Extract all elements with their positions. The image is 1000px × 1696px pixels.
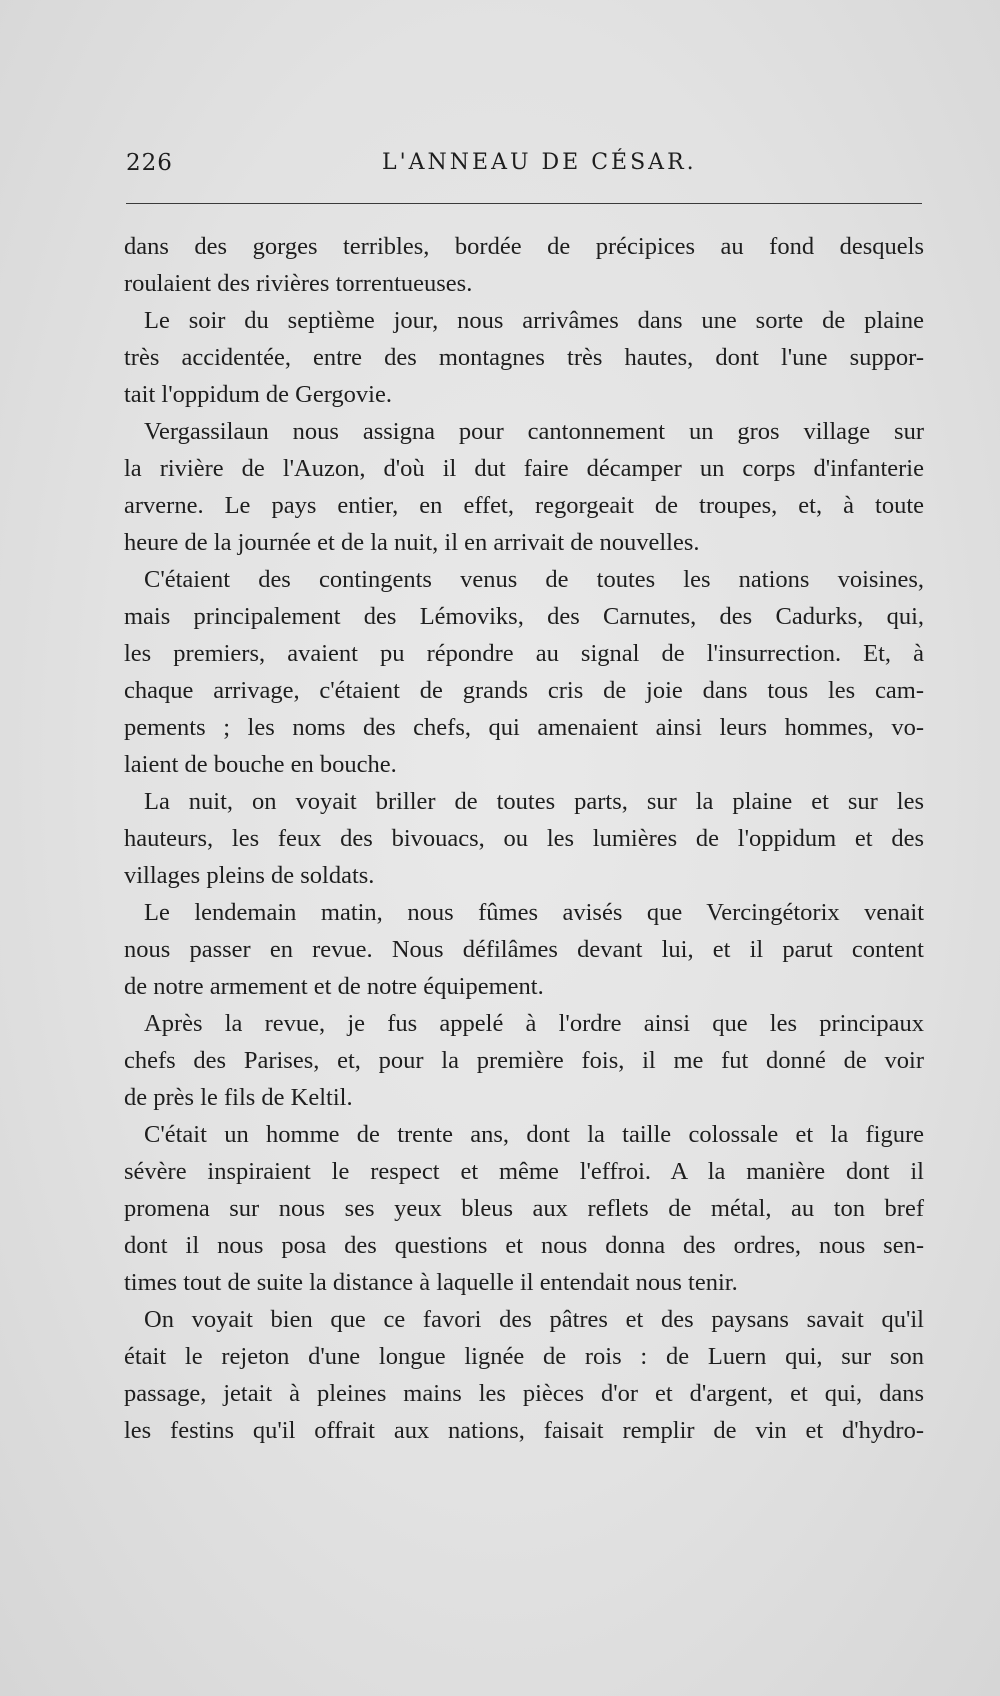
paragraph xyxy=(124,413,924,561)
text-line: tait l'oppidum de Gergovie. xyxy=(124,381,392,408)
text-line: chefs des Parises, et, pour la première fois, il me fut donné de voir xyxy=(124,1047,924,1074)
text-line: pements ; les noms des chefs, qui amenaient ainsi leurs hommes, vo- xyxy=(124,714,924,741)
text-line: de près le fils de Keltil. xyxy=(124,1084,353,1111)
text-line: La nuit, on voyait briller de toutes parts, sur la plaine et sur les xyxy=(144,788,924,815)
text-line: mais principalement des Lémoviks, des Carnutes, des Cadurks, qui, xyxy=(124,603,924,630)
paragraph xyxy=(124,1116,924,1301)
body-text xyxy=(124,228,924,1449)
text-line: promena sur nous ses yeux bleus aux reflets de métal, au ton bref xyxy=(124,1195,924,1222)
text-line: Vergassilaun nous assigna pour cantonnement un gros village sur xyxy=(144,418,924,445)
text-line: très accidentée, entre des montagnes très hautes, dont l'une suppor- xyxy=(124,344,924,371)
text-line: dans des gorges terribles, bordée de précipices au fond desquels xyxy=(124,233,924,260)
text-line: roulaient des rivières torrentueuses. xyxy=(124,270,473,297)
text-line: hauteurs, les feux des bivouacs, ou les lumières de l'oppidum et des xyxy=(124,825,924,852)
text-line: passage, jetait à pleines mains les pièces d'or et d'argent, et qui, dans xyxy=(124,1380,924,1407)
running-head xyxy=(126,150,922,182)
text-line: dont il nous posa des questions et nous donna des ordres, nous sen- xyxy=(124,1232,924,1259)
text-line: Après la revue, je fus appelé à l'ordre ainsi que les principaux xyxy=(144,1010,924,1037)
paragraph xyxy=(124,561,924,783)
text-line: sévère inspiraient le respect et même l'effroi. A la manière dont il xyxy=(124,1158,924,1185)
paragraph xyxy=(124,302,924,413)
text-line: times tout de suite la distance à laquelle il entendait nous tenir. xyxy=(124,1269,738,1296)
text-line: Le lendemain matin, nous fûmes avisés que Vercingétorix venait xyxy=(144,899,924,926)
text-line: les premiers, avaient pu répondre au signal de l'insurrection. Et, à xyxy=(124,640,924,667)
text-line: C'étaient des contingents venus de toutes les nations voisines, xyxy=(144,566,924,593)
text-line: C'était un homme de trente ans, dont la taille colossale et la figure xyxy=(144,1121,924,1148)
text-line: villages pleins de soldats. xyxy=(124,862,375,889)
header-rule xyxy=(126,203,922,204)
running-title: L'ANNEAU DE CÉSAR. xyxy=(382,150,697,175)
text-line: les festins qu'il offrait aux nations, faisait remplir de vin et d'hydro- xyxy=(124,1417,924,1444)
paragraph xyxy=(124,1005,924,1116)
text-line: était le rejeton d'une longue lignée de rois : de Luern qui, sur son xyxy=(124,1343,924,1370)
paragraph xyxy=(124,894,924,1005)
paragraph xyxy=(124,1301,924,1449)
text-line: heure de la journée et de la nuit, il en arrivait de nouvelles. xyxy=(124,529,700,556)
paragraph xyxy=(124,783,924,894)
paragraph xyxy=(124,228,924,302)
text-line: On voyait bien que ce favori des pâtres et des paysans savait qu'il xyxy=(144,1306,924,1333)
text-line: chaque arrivage, c'étaient de grands cris de joie dans tous les cam- xyxy=(124,677,924,704)
page-number: 226 xyxy=(126,150,173,176)
text-line: de notre armement et de notre équipement. xyxy=(124,973,544,1000)
text-line: laient de bouche en bouche. xyxy=(124,751,397,778)
text-line: Le soir du septième jour, nous arrivâmes dans une sorte de plaine xyxy=(144,307,924,334)
text-line: la rivière de l'Auzon, d'où il dut faire décamper un corps d'infanterie xyxy=(124,455,924,482)
text-line: nous passer en revue. Nous défilâmes devant lui, et il parut content xyxy=(124,936,924,963)
text-line: arverne. Le pays entier, en effet, regorgeait de troupes, et, à toute xyxy=(124,492,924,519)
